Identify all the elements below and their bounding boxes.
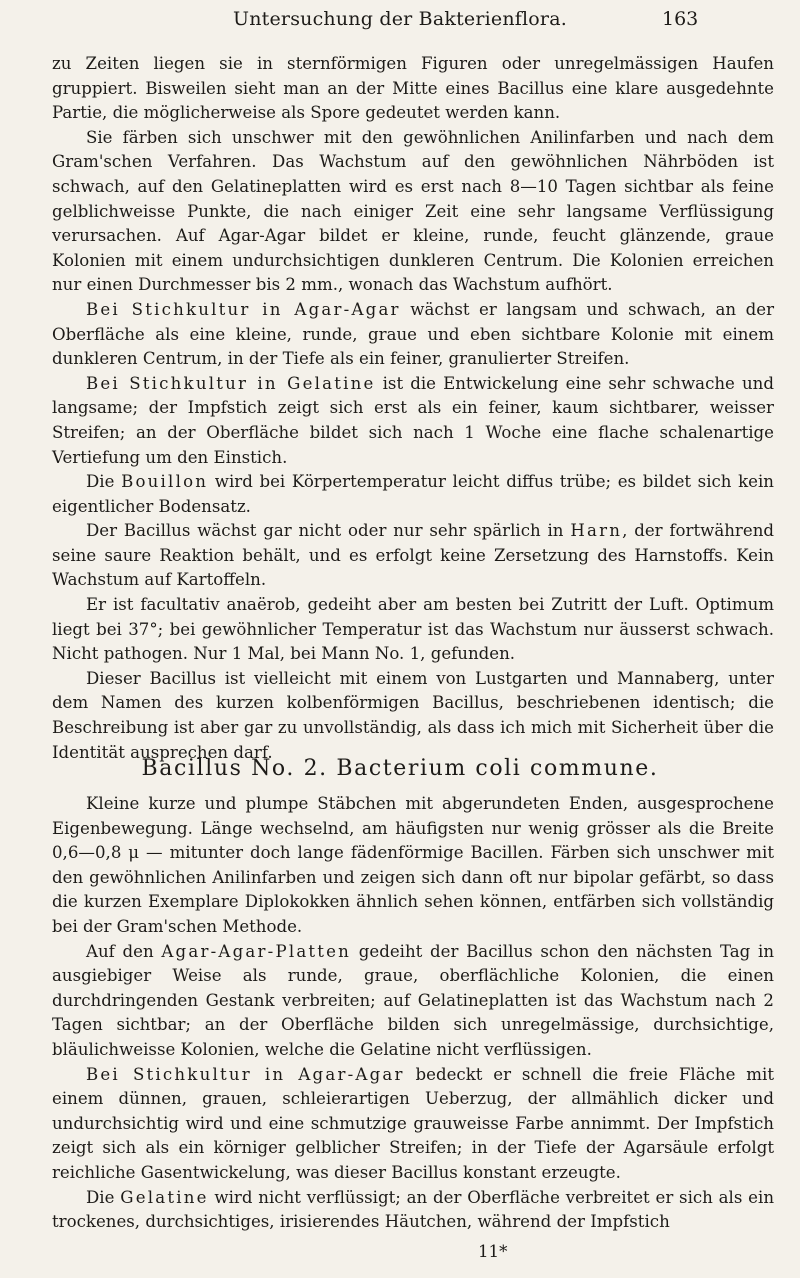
spaced-term: Harn (570, 521, 623, 541)
spaced-term: Bouillon (121, 472, 209, 492)
signature-mark: 11* (478, 1242, 508, 1261)
spaced-term: Bei Stichkultur in Gelatine (86, 373, 376, 393)
body-text (52, 52, 774, 765)
paragraph: Sie färben sich unschwer mit den gewöhnlichen Anilinfarben und nach dem Gram'schen Verfahren. Das Wachstum auf den gewöhnlichen Nährböden ist schwach, auf den Gelatineplatten wird es erst nach 8—10 Tagen sichtbar als feine gelblichweisse Punkte, die nach einiger Zeit eine sehr langsame Verflüssigung verursachen. Auf Agar-Agar bildet er kleine, runde, feucht glänzende, graue Kolonien mit einem undurchsichtigen dunkleren Centrum. Die Kolonien erreichen nur einen Durchmesser bis 2 mm., wonach das Wachstum aufhört. (52, 127, 774, 295)
paragraph: Dieser Bacillus ist vielleicht mit einem von Lustgarten und Mannaberg, unter dem Namen des kurzen kolbenförmigen Bacillus, beschriebenen identisch; die Beschreibung ist aber gar zu unvollständig, als dass ich mich mit Sicherheit über die Identität ausprechen darf. (52, 668, 774, 762)
paragraph: Auf den Agar-Agar-Platten gedeiht der Bacillus schon den nächsten Tag in ausgiebiger Weise als runde, graue, oberflächliche Kolonien, die einen durchdringenden Gestank verbreiten; auf Gelatineplatten ist das Wachstum nach 2 Tagen sichtbar; an der Oberfläche bilden sich unregelmässige, durchsichtige, bläulichweisse Kolonien, welche die Gelatine nicht verflüssigen. (52, 941, 775, 1059)
running-title: Untersuchung der Bakterienflora. (232, 8, 567, 30)
paragraph: Bei Stichkultur in Agar-Agar wächst er langsam und schwach, an der Oberfläche als eine kleine, runde, graue und eben sichtbare Kolonie mit einem dunkleren Centrum, in der Tiefe als ein feiner, granulierter Streifen. (52, 299, 775, 369)
paragraph: Die Gelatine wird nicht verflüssigt; an der Oberfläche verbreitet er sich als ein trockenes, durchsichtiges, irisierendes Häutchen, während der Impfstich (52, 1187, 775, 1232)
page-number: 163 (662, 8, 699, 30)
paragraph: Kleine kurze und plumpe Stäbchen mit abgerundeten Enden, ausgesprochene Eigenbewegung. Länge wechselnd, am häufigsten nur wenig grösser als die Breite 0,6—0,8 μ — mitunter doch lange fädenförmige Bacillen. Färben sich unschwer mit den gewöhnlichen Anilinfarben und zeigen sich dann oft nur bipolar gefärbt, so dass die kurzen Exemplare Diplokokken ähnlich sehen können, entfärben sich vollständig bei der Gram'schen Methode. (52, 794, 774, 936)
spaced-term: Bei Stichkultur in Agar-Agar (86, 299, 401, 319)
paragraph: Die Bouillon wird bei Körpertemperatur leicht diffus trübe; es bildet sich kein eigentlicher Bodensatz. (52, 472, 774, 516)
spaced-term: Gelatine (120, 1187, 209, 1207)
section-heading: Bacillus No. 2. Bacterium coli commune. (141, 756, 659, 781)
section-text (52, 792, 774, 1235)
paragraph: Bei Stichkultur in Agar-Agar bedeckt er schnell die freie Fläche mit einem dünnen, grauen, schleierartigen Ueberzug, der allmählich dicker und undurchsichtig wird und eine schmutzige grauweisse Farbe annimmt. Der Impfstich zeigt sich als ein körniger gelblicher Streifen; in der Tiefe der Agarsäule erfolgt reichliche Gasentwickelung, was dieser Bacillus konstant erzeugte. (52, 1064, 774, 1182)
paragraph: Der Bacillus wächst gar nicht oder nur sehr spärlich in Harn, der fortwährend seine saure Reaktion behält, und es erfolgt keine Zersetzung des Harnstoffs. Kein Wachstum auf Kartoffeln. (52, 521, 774, 590)
spaced-term: Bei Stichkultur in Agar-Agar (86, 1064, 405, 1084)
paragraph: zu Zeiten liegen sie in sternförmigen Figuren oder unregelmässigen Haufen gruppiert. Bisweilen sieht man an der Mitte eines Bacillus eine klare ausgedehnte Partie, die möglicherweise als Spore gedeutet werden kann. (52, 54, 774, 123)
paragraph: Bei Stichkultur in Gelatine ist die Entwickelung eine sehr schwache und langsame; der Impfstich zeigt sich erst als ein feiner, kaum sichtbarer, weisser Streifen; an der Oberfläche bildet sich nach 1 Woche eine flache schalenartige Vertiefung um den Einstich. (52, 373, 774, 467)
paragraph: Er ist facultativ anaërob, gedeiht aber am besten bei Zutritt der Luft. Optimum liegt bei 37°; bei gewöhnlicher Temperatur ist das Wachstum nur äusserst schwach. Nicht pathogen. Nur 1 Mal, bei Mann No. 1, gefunden. (52, 595, 774, 664)
spaced-term: Agar-Agar-Platten (161, 941, 352, 961)
